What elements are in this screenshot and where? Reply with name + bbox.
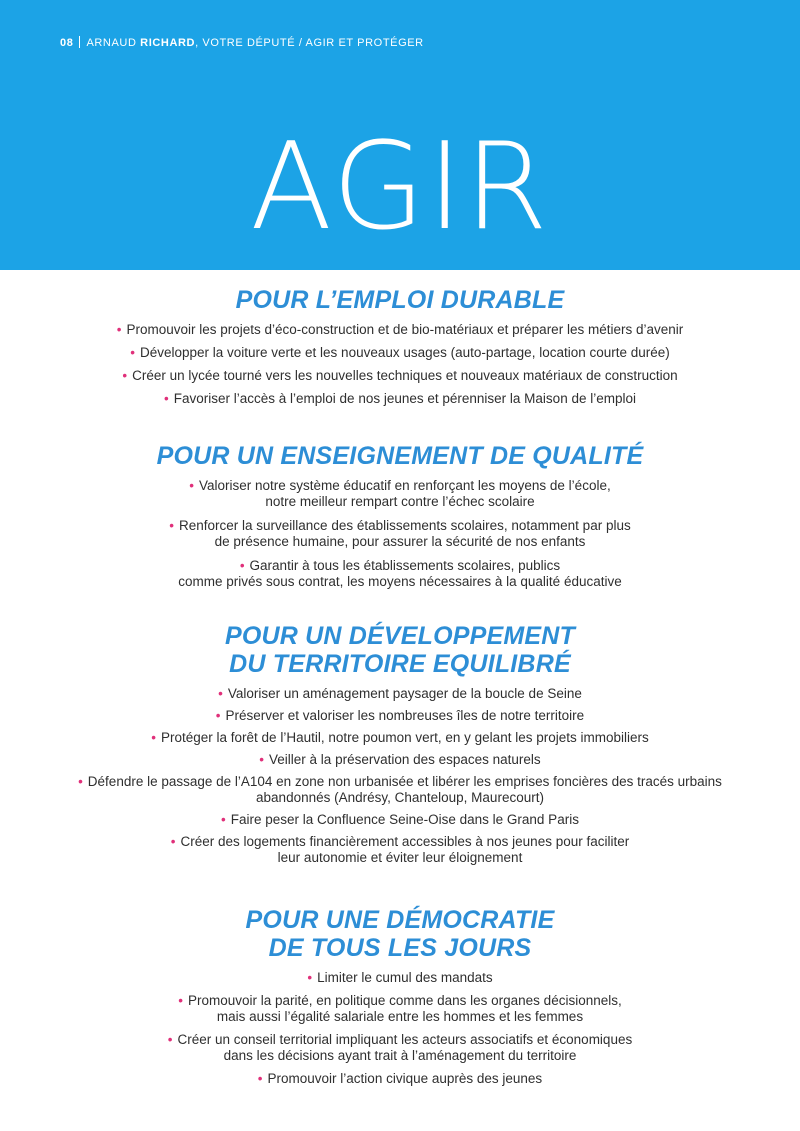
- section-heading-line2: DE TOUS LES JOURS: [268, 934, 532, 962]
- bullet-icon: •: [221, 812, 226, 827]
- list-item-text: Protéger la forêt de l’Hautil, notre poumon vert, en y gelant les projets immobiliers: [161, 730, 649, 745]
- running-head-subtitle: , VOTRE DÉPUTÉ / AGIR ET PROTÉGER: [195, 37, 424, 49]
- list-item: [0, 1032, 800, 1064]
- section-emploi-durable: [0, 286, 800, 414]
- list-item-text: Développer la voiture verte et les nouveaux usages (auto-partage, location courte durée): [139, 345, 670, 360]
- list-item-text: Promouvoir les projets d’éco-construction et de bio-matériaux et préparer les métiers d’avenir: [126, 322, 684, 337]
- bullet-icon: •: [178, 993, 183, 1008]
- list-item: [0, 368, 800, 384]
- list-item-text: Préserver et valoriser les nombreuses îles de notre territoire: [225, 708, 585, 723]
- list-item: [0, 686, 800, 702]
- list-item: [0, 993, 800, 1025]
- divider: [79, 36, 80, 48]
- bullet-icon: •: [170, 834, 176, 849]
- bullet-icon: •: [116, 322, 122, 337]
- list-item-text: Promouvoir l’action civique auprès des jeunes: [267, 1071, 543, 1086]
- page-title: AGIR: [250, 118, 550, 257]
- list-item: [0, 345, 800, 361]
- list-item: [0, 812, 800, 828]
- bullet-list: [0, 322, 800, 407]
- section-territoire: [0, 622, 800, 872]
- list-item-text: Créer un lycée tourné vers les nouvelles techniques et nouveaux matériaux de construction: [132, 368, 678, 383]
- list-item: [0, 558, 800, 590]
- list-item-text: Garantir à tous les établissements scolaires, publics comme privés sous contrat, les moyens nécessaires à la qualité éducative: [178, 558, 622, 589]
- list-item: [0, 752, 800, 768]
- section-heading: POUR L’EMPLOI DURABLE: [235, 286, 565, 314]
- section-enseignement: [0, 442, 800, 598]
- list-item: [0, 970, 800, 986]
- list-item: [0, 834, 800, 866]
- page-number: 08: [60, 37, 74, 49]
- section-heading: [0, 906, 800, 962]
- bullet-icon: •: [167, 1032, 173, 1047]
- list-item: [0, 478, 800, 510]
- bullet-list: [0, 970, 800, 1087]
- author-last-name: RICHARD: [140, 37, 196, 49]
- list-item: [0, 1071, 800, 1087]
- bullet-icon: •: [130, 345, 135, 360]
- bullet-icon: •: [164, 391, 169, 406]
- list-item-text: Défendre le passage de l’A104 en zone non urbanisée et libérer les emprises foncières des tracés urbains abandonnés (Andrésy, Chanteloup, Maurecourt): [87, 774, 722, 805]
- list-item: [0, 518, 800, 550]
- list-item-text: Créer un conseil territorial impliquant les acteurs associatifs et économiques dans les décisions ayant trait à l’aménagement du territoire: [177, 1032, 633, 1063]
- bullet-icon: •: [169, 518, 174, 533]
- bullet-list: [0, 478, 800, 590]
- bullet-icon: •: [122, 368, 128, 383]
- header-band: [0, 0, 800, 270]
- list-item-text: Valoriser notre système éducatif en renforçant les moyens de l’école, notre meilleur rempart contre l’échec scolaire: [199, 478, 611, 509]
- bullet-icon: •: [189, 478, 194, 493]
- section-democratie: [0, 906, 800, 1094]
- list-item-text: Promouvoir la parité, en politique comme dans les organes décisionnels, mais aussi l’égalité salariale entre les hommes et les femmes: [188, 993, 622, 1024]
- bullet-icon: •: [78, 774, 83, 789]
- list-item-text: Limiter le cumul des mandats: [317, 970, 493, 985]
- section-heading: [0, 622, 800, 678]
- bullet-icon: •: [151, 730, 156, 745]
- bullet-icon: •: [307, 970, 313, 985]
- list-item: [0, 391, 800, 407]
- section-heading-line1: POUR UNE DÉMOCRATIE: [245, 906, 555, 934]
- bullet-icon: •: [259, 752, 265, 767]
- list-item-text: Renforcer la surveillance des établissements scolaires, notamment par plus de présence humaine, pour assurer la sécurité de nos enfants: [179, 518, 631, 549]
- list-item-text: Valoriser un aménagement paysager de la boucle de Seine: [227, 686, 582, 701]
- bullet-icon: •: [239, 558, 245, 573]
- author-first-name: ARNAUD: [86, 37, 137, 49]
- running-head: [60, 36, 424, 49]
- bullet-icon: •: [218, 686, 223, 701]
- section-heading: POUR UN ENSEIGNEMENT DE QUALITÉ: [156, 442, 644, 470]
- bullet-list: [0, 686, 800, 866]
- list-item: [0, 730, 800, 746]
- bullet-icon: •: [257, 1071, 263, 1086]
- list-item: [0, 708, 800, 724]
- list-item: [0, 774, 800, 806]
- list-item-text: Veiller à la préservation des espaces naturels: [269, 752, 541, 767]
- section-heading-line1: POUR UN DÉVELOPPEMENT: [224, 622, 576, 650]
- section-heading-line2: DU TERRITOIRE EQUILIBRÉ: [229, 650, 571, 678]
- bullet-icon: •: [215, 708, 221, 723]
- list-item-text: Créer des logements financièrement accessibles à nos jeunes pour faciliter leur autonomie et éviter leur éloignement: [180, 834, 630, 865]
- list-item-text: Favoriser l’accès à l’emploi de nos jeunes et pérenniser la Maison de l’emploi: [173, 391, 636, 406]
- list-item: [0, 322, 800, 338]
- list-item-text: Faire peser la Confluence Seine-Oise dans le Grand Paris: [230, 812, 579, 827]
